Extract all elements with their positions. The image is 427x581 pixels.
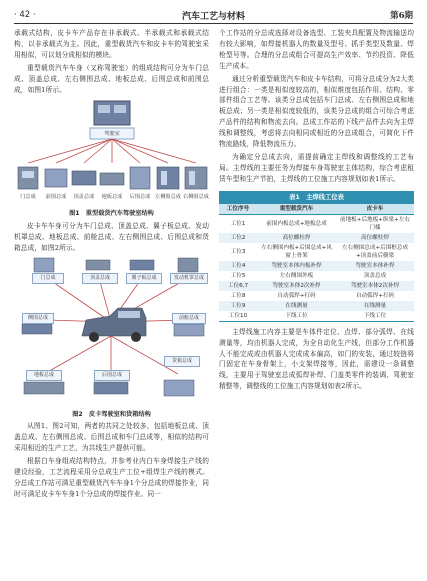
module-label: 侧围总成 [22,313,54,324]
module-label: 顶盖总成 [73,194,95,201]
journal-title: 汽车工艺与材料 [181,12,245,22]
right-column [219,28,414,394]
table-cell: 驾驶室本体2次补焊 [336,281,414,291]
table-row [219,261,414,271]
table-cell: 前围内板总成+地板总成 [266,220,327,227]
module-label: 前围总成 [45,194,67,201]
paragraph: 根据白车身组成结构特点，并参考业内白车身焊接生产线的建设经验，工艺流程采用分总成生产工位+组焊生产线的模式。分总成工作站可满足重型载货汽车车身1个分总成的焊接作业，同时可满足皮卡车车身1个分总成的焊接作业。同一 [14,456,209,498]
paragraph: 主焊线施工内容主要是车体件定位、点焊、部分弧焊、在线测量等，均由机器人完成，为全自动化生产线，但部分工作机器人不能完成或由机器人完成成本偏高，如门的安装，通过较链将门固定在车身骨架上，小支架焊接等，因此，需建设一条调整线，主要用于驾驶室总成弧焊补焊、门盖类零件的装调、驾驶室精整等，调整线的工位施工内容规划如表2所示。 [219,327,414,391]
table-cell: 高位螺柱焊 [336,233,414,243]
table-cell: 在线测量 [336,301,414,311]
module-label: 门总成 [20,194,36,201]
page-number: · 42 · [14,10,36,20]
table-cell: 驾驶室本体补焊 [336,261,414,271]
table-cell: 自动弧焊+打码 [355,292,395,299]
table-cell: 顶盖总成 [363,272,387,279]
table-row [219,281,414,291]
table-title: 表1 主焊线工位表 [219,191,414,204]
table-cell: 左右侧围内板+后围总成+风窗上骨架 [261,244,332,259]
paragraph: 为确定分总成去向，需提前确定主焊线和调整线的工艺布局。主焊线的主要任务为焊接车身驾驶室主体结构，综合考虑租赁车型和生产节拍，主焊线的工位施工内容规划如表1所示。 [219,152,414,183]
module-label: 翼子板总成 [126,273,162,284]
module-label: 右侧围总成 [183,194,209,201]
module-label: 前舱总成 [172,313,206,324]
module-label: 货箱总成 [164,356,200,367]
paragraph: 个工作站的分总成选择对设备选型、工装夹具配置及物流输送均有较大影响，如焊接机器人的数量及型号、抓手类型及数量、焊枪型号等。合理的分总成组合可提高生产效率、节约投资、降低生产成本。 [219,29,414,70]
left-column [14,28,209,502]
table-cell: 左右侧围外板 [279,272,314,279]
figure-1 [14,97,209,221]
figure-1-connectors [14,97,209,221]
issue-number: 第6期 [390,11,413,21]
table-row [219,243,414,261]
table-cell: 前地板+后地板+纵梁+左右门槛 [339,216,410,231]
table-cell: 工位4 [219,261,257,271]
table-row [219,233,414,243]
module-label: 地板总成 [101,194,123,201]
welding-station-table [219,204,414,322]
table-row [219,271,414,281]
table-cell: 工位2 [219,233,257,243]
figure-2 [14,256,209,421]
table-cell: 工位1 [230,220,246,227]
module-label: 门总成 [32,273,64,284]
table-row [219,214,414,233]
running-header [14,8,413,22]
table-cell: 驾驶室本体2次补焊 [257,281,336,291]
table-row [219,301,414,311]
table-cell: 工位5 [230,272,246,279]
module-label: 左侧围总成 [155,194,181,201]
root-label: 驾驶室 [104,131,120,138]
table-cell: 工位9 [219,301,257,311]
paragraph: 重型载货汽车车身（又称驾驶室）的组成结构可分为车门总成、顶盖总成、左右侧围总成、地板总成、后围总成和前围总成，如图1所示。 [14,63,209,94]
table-cell: 工位10 [219,311,257,322]
column-header: 重型载货汽车 [257,204,336,215]
module-label: 发动机罩总成 [170,273,208,284]
module-label: 后围总成 [129,194,151,201]
module-label: 后围总成 [94,370,130,381]
table-header-row [219,204,414,215]
module-label: 地板总成 [26,370,62,381]
table-cell: 在线测量 [257,301,336,311]
module-label: 顶盖总成 [82,273,118,284]
table-cell: 工位6,7 [219,281,257,291]
column-header: 工位序号 [219,204,257,215]
table-cell: 工位3 [230,248,246,255]
paragraph: 通过分析重型载货汽车和皮卡车结构，可将分总成分为2大类进行组合：一类是相似度较高的，相似维度包括作用、结构、零部件组合工艺等。该类分总成包括车门总成、左右侧围总成和地板总成；另一类是相似度较低的，该类分总成的组合可综合考虑产品件的结构和物流去向。总成工作站的下线产品件去向为主焊线和调整线，考虑将去向相同或相近的分总成组合，可简化下件物流路线，降低物流压力。 [219,74,414,149]
table-cell: 左右侧围总成+后围框总成+顶盖前后横梁 [341,244,409,259]
table-cell: 下线工位 [336,311,414,322]
paragraph: 从图1、图2可知，两者的共同之处较多，包括地板总成、顶盖总成、左右侧围总成、后围总成和车门总成等，相似的结构可采用相近的生产工艺，为共线生产提供可能。 [14,422,209,452]
table-cell: 工位8 [230,292,246,299]
table-row [219,291,414,301]
header-rule [14,23,413,24]
table-cell: 下线工位 [257,311,336,322]
table-row [219,311,414,322]
figure-1-caption: 图1 重型载货汽车驾驶室结构 [69,210,154,218]
table-cell: 高位螺柱焊 [257,233,336,243]
table-cell: 驾驶室本体内板补焊 [257,261,336,271]
paragraph: 承载式结构，皮卡车产品存在非承载式、半承载式和承载式结构，以非承载式为主。因此，重型载货汽车和皮卡车的驾驶室采用相似，可以划分成相似的模块。 [14,29,209,59]
column-header: 皮卡车 [336,204,414,215]
figure-2-caption: 图2 皮卡驾驶室和货箱结构 [72,411,151,419]
table-cell: 自动弧焊+打码 [277,292,316,299]
paragraph: 皮卡车车身可分为车门总成、顶盖总成、翼子板总成、发动机罩总成、地板总成、前舱总成、左右侧围总成、后围总成和货箱总成，如图2所示。 [14,222,209,253]
